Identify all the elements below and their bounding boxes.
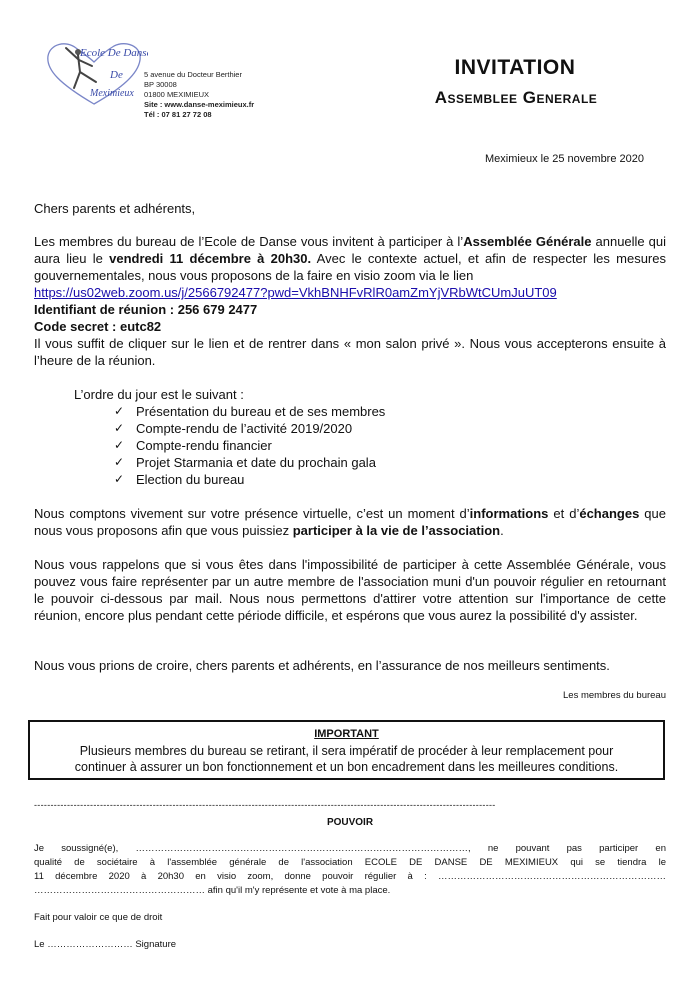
important-line-2: continuer à assurer un bon fonctionnement et un bon encadrement dans les meilleures conditions. — [74, 760, 619, 774]
para1-text-3: Avec le contexte actuel, et afin de respecter les mesures gouvernementales, nous vous proposons de la faire en visio zoom via le lien — [34, 251, 666, 283]
address-street: 5 avenue du Docteur Berthier — [144, 70, 242, 79]
pouvoir-line-1: Je soussigné(e), ……………………………………………………………………………………………, ne pouvant pas participer en — [34, 843, 666, 854]
agenda-item — [114, 437, 385, 454]
closing-paragraph: Nous vous prions de croire, chers parents et adhérents, en l’assurance de nos meilleurs sentiments. — [34, 658, 610, 673]
agenda-list — [74, 403, 385, 488]
para2-text-3: que nous vous proposons afin que vous puissiez — [34, 506, 667, 538]
signature-line: Les membres du bureau — [563, 690, 666, 701]
para2-bold-1: informations — [469, 506, 549, 521]
agenda-item — [114, 471, 385, 488]
para1-bold-ag: Assemblée Générale — [463, 234, 592, 249]
para2-text-4: . — [500, 523, 504, 538]
date-line: Meximieux le 25 novembre 2020 — [485, 153, 644, 165]
meeting-code: Code secret : eutc82 — [34, 319, 162, 334]
school-logo — [40, 38, 148, 110]
checkmark-icon: ✓ — [114, 404, 125, 418]
date-signature-line: Le ……………………… Signature — [34, 939, 177, 950]
para1-text-1: Les membres du bureau de l’Ecole de Danse vous invitent à participer à l’ — [34, 234, 464, 249]
agenda-item-label: Election du bureau — [136, 472, 245, 487]
agenda-item-label: Présentation du bureau et de ses membres — [136, 404, 386, 419]
agenda-item-label: Compte-rendu financier — [136, 438, 272, 453]
para1-bold-date: vendredi 11 décembre à 20h30. — [109, 251, 312, 266]
address-city: 01800 MEXIMIEUX — [144, 90, 210, 99]
presence-paragraph — [34, 505, 666, 539]
para2-text-1: Nous comptons vivement sur votre présence virtuelle, c’est un moment d’ — [34, 506, 470, 521]
agenda-item — [114, 454, 385, 471]
para1-text-4: Il vous suffit de cliquer sur le lien et de rentrer dans « mon salon privé ». Nous vous accepterons ensuite à l’heure de la réunion. — [34, 336, 666, 368]
important-line-1: Plusieurs membres du bureau se retirant, il sera impératif de procéder à leur remplacement pour — [79, 744, 614, 758]
zoom-link[interactable]: https://us02web.zoom.us/j/2566792477?pwd=VkhBNHFvRlR0amZmYjVRbWtCUmJuUT09 — [34, 285, 557, 300]
important-notice — [28, 720, 665, 780]
important-heading: IMPORTANT — [314, 728, 379, 740]
page-subtitle: Assemblee Generale — [434, 88, 598, 107]
invitation-paragraph — [34, 233, 666, 369]
para2-bold-3: participer à la vie de l’association — [292, 523, 501, 538]
checkmark-icon: ✓ — [114, 472, 125, 486]
address-block — [144, 70, 254, 120]
pouvoir-heading: POUVOIR — [326, 817, 374, 828]
svg-text:Ecole De Danse: Ecole De Danse — [80, 47, 148, 59]
pouvoir-line-3: 11 décembre 2020 à 20h30 en visio zoom, donne pouvoir régulier à : ……………………………………………………………… — [34, 871, 666, 882]
checkmark-icon: ✓ — [114, 455, 125, 469]
greeting: Chers parents et adhérents, — [34, 201, 196, 216]
meeting-id: Identifiant de réunion : 256 679 2477 — [34, 302, 258, 317]
para1-text-2: annuelle qui aura lieu le — [34, 234, 666, 266]
dancer-heart-logo-icon — [40, 38, 148, 110]
agenda-item-label: Projet Starmania et date du prochain gala — [136, 455, 376, 470]
cut-line-separator: -------------------------------------------------------------------------------------------------------------------------------------------- — [34, 800, 496, 810]
agenda-intro: L’ordre du jour est le suivant : — [74, 387, 244, 402]
pouvoir-line-2: qualité de sociétaire à l'assemblée générale de l'association ECOLE DE DANSE DE MEXIMIEUX qui se tiendra le — [34, 857, 666, 868]
address-phone: Tél : 07 81 27 72 08 — [144, 110, 212, 119]
agenda-item — [114, 403, 385, 420]
checkmark-icon: ✓ — [114, 421, 125, 435]
svg-text:Meximieux: Meximieux — [90, 88, 134, 99]
checkmark-icon: ✓ — [114, 438, 125, 452]
pouvoir-line-4: ……………………………………………… afin qu'il m'y représente et vote à ma place. — [34, 885, 391, 896]
agenda-item — [114, 420, 385, 437]
page-title: INVITATION — [454, 56, 576, 79]
fait-line: Fait pour valoir ce que de droit — [34, 912, 163, 923]
para2-bold-2: échanges — [579, 506, 640, 521]
proxy-paragraph: Nous vous rappelons que si vous êtes dans l'impossibilité de participer à cette Assemblée Générale, vous pouvez vous faire représenter par un autre membre de l'association muni d'un pouvoir régulier en retournant le pouvoir ci-dessous par mail. Nous nous permettons d'attirer votre attention sur l'importance de cette réunion, encore plus pendant cette période difficile, et espérons que vous aurez la possibilité d'y assister. — [34, 557, 666, 623]
svg-text:De: De — [110, 69, 123, 81]
para2-text-2: et d’ — [548, 506, 580, 521]
address-site: Site : www.danse-meximieux.fr — [144, 100, 255, 109]
address-bp: BP 30008 — [144, 80, 177, 89]
agenda-item-label: Compte-rendu de l’activité 2019/2020 — [136, 421, 353, 436]
agenda — [74, 386, 385, 488]
